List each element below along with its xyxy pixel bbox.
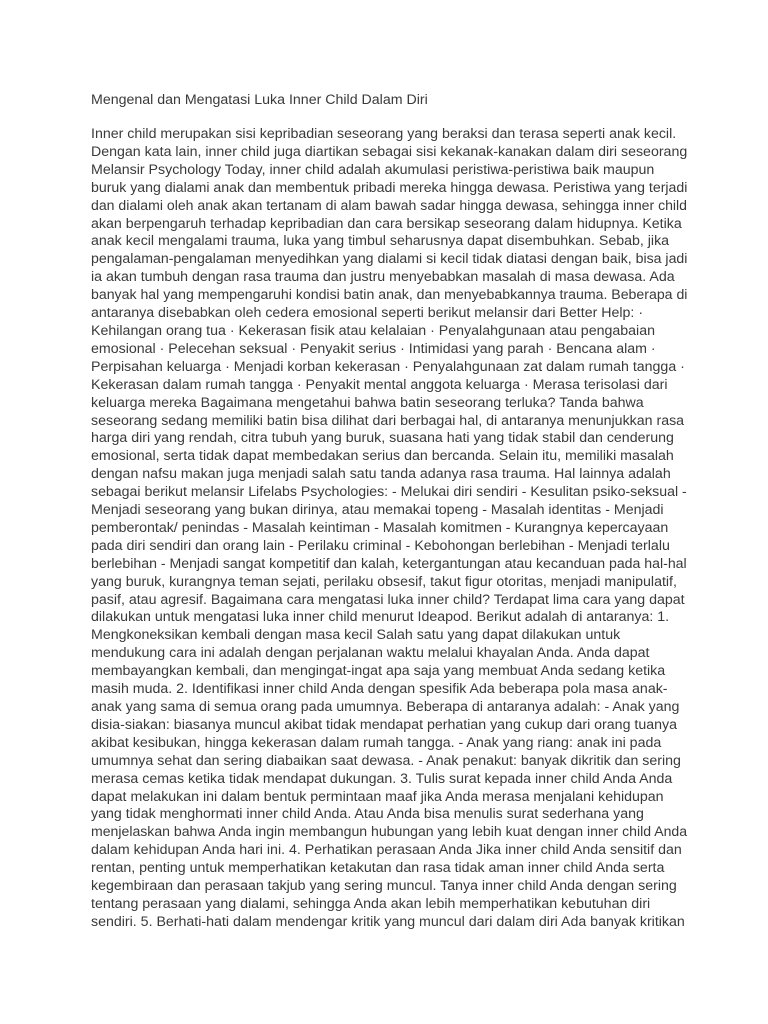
body-text-line: Mengkoneksikan kembali dengan masa kecil Salah satu yang dapat dilakukan untuk: [91, 627, 621, 644]
body-text-line: membayangkan kembali, dan mengingat-ingat apa saja yang membuat Anda sedang ketika: [91, 663, 666, 680]
body-text-line: pada diri sendiri dan orang lain - Perilaku criminal - Kebohongan berlebihan - Menjadi terlalu: [91, 537, 670, 554]
body-text-line: emosional · Pelecehan seksual · Penyakit serius · Intimidasi yang parah · Bencana alam ·: [91, 340, 656, 357]
body-text-line: sebagai berikut melansir Lifelabs Psychologies: - Melukai diri sendiri - Kesulitan psiko-seksual -: [91, 484, 687, 501]
body-text-line: pemberontak/ penindas - Masalah keintiman - Masalah komitmen - Kurangnya kepercayaan: [91, 519, 669, 536]
body-text-line: dengan nafsu makan juga menjadi salah satu tanda adanya rasa trauma. Hal lainnya adalah: [91, 466, 671, 483]
body-text-line: banyak hal yang mempengaruhi kondisi batin anak, dan menyebabkannya trauma. Beberapa di: [91, 287, 688, 304]
body-text-line: berlebihan - Menjadi sangat kompetitif dan kalah, ketergantungan atau kecanduan pada hal-hal: [91, 555, 687, 572]
body-text-line: pasif, atau agresif. Bagaimana cara mengatasi luka inner child? Terdapat lima cara yang dapat: [91, 591, 685, 608]
body-text-line: anak kecil mengalami trauma, luka yang timbul seharusnya dapat disembuhkan. Sebab, jika: [91, 233, 670, 250]
body-text-line: disia-siakan: biasanya muncul akibat tidak mendapat perhatian yang cukup dari orang tuanya: [91, 716, 677, 733]
body-text-line: buruk yang dialami anak dan membentuk pribadi mereka hingga dewasa. Peristiwa yang terjadi: [91, 179, 688, 196]
body-text-line: yang tidak menghormati inner child Anda. Atau Anda bisa menulis surat sederhana yang: [91, 806, 644, 823]
body-text-line: Menjadi seseorang yang bukan dirinya, atau memakai topeng - Masalah identitas - Menjadi: [91, 502, 664, 519]
body-text-line: Perpisahan keluarga · Menjadi korban kekerasan · Penyalahgunaan zat dalam rumah tangga ·: [91, 358, 685, 375]
body-text-line: pengalaman-pengalaman menyedihkan yang dialami si kecil tidak diatasi dengan baik, bisa jadi: [91, 251, 688, 268]
body-text-line: akibat kesibukan, hingga kekerasan dalam rumah tangga. - Anak yang riang: anak ini pada: [91, 734, 662, 751]
body-text-line: ia akan tumbuh dengan rasa trauma dan justru menyebabkan masalah di masa dewasa. Ada: [91, 269, 675, 286]
body-text-line: yang buruk, kurangnya teman sejati, perilaku obsesif, takut figur otoritas, menjadi manipulatif,: [91, 573, 677, 590]
body-text-line: dapat melakukan ini dalam bentuk permintaan maaf jika Anda merasa menjalani kehidupan: [91, 788, 664, 805]
document-body: [91, 126, 687, 932]
body-text-line: rentan, penting untuk memperhatikan ketakutan dan rasa tidak aman inner child Anda serta: [91, 860, 665, 877]
body-text-line: menjelaskan bahwa Anda ingin membangun hubungan yang lebih kuat dengan inner child Anda: [91, 824, 688, 841]
body-text-line: akan berpengaruh terhadap kepribadian dan cara bersikap seseorang dalam hidupnya. Ketika: [91, 215, 682, 232]
body-text-line: merasa cemas ketika tidak mendapat dukungan. 3. Tulis surat kepada inner child Anda Anda: [91, 770, 673, 787]
body-text-line: Melansir Psychology Today, inner child adalah akumulasi peristiwa-peristiwa baik maupun: [91, 161, 655, 178]
document-title: Mengenal dan Mengatasi Luka Inner Child Dalam Diri: [91, 92, 428, 108]
body-text-line: seseorang sedang memiliki batin bisa dilihat dari berbagai hal, di antaranya menunjukkan rasa: [91, 412, 685, 429]
body-text-line: harga diri yang rendah, citra tubuh yang buruk, suasana hati yang tidak stabil dan cenderung: [91, 430, 674, 447]
body-text-line: Kehilangan orang tua · Kekerasan fisik atau kelalaian · Penyalahgunaan atau pengabaian: [91, 322, 655, 339]
body-text-line: emosional, serta tidak dapat membedakan serius dan bercanda. Selain itu, memiliki masalah: [91, 448, 674, 465]
body-text-line: anak yang sama di semua orang pada umumnya. Beberapa di antaranya adalah: - Anak yang: [91, 699, 680, 715]
body-text-line: dalam kehidupan Anda hari ini. 4. Perhatikan perasaan Anda Jika inner child Anda sensitif dan: [91, 842, 682, 859]
body-text-line: sendiri. 5. Berhati-hati dalam mendengar kritik yang muncul dari dalam diri Ada banyak kritikan: [91, 913, 685, 930]
body-text-line: masih muda. 2. Identifikasi inner child Anda dengan spesifik Ada beberapa pola masa anak-: [91, 681, 668, 698]
body-text-line: Dengan kata lain, inner child juga diartikan sebagai sisi kekanak-kanakan dalam diri seseorang: [91, 143, 688, 160]
body-text-line: Kekerasan dalam rumah tangga · Penyakit mental anggota keluarga · Merasa terisolasi dari: [91, 376, 668, 393]
body-text-line: antaranya disebabkan oleh cedera emosional seperti berikut melansir dari Better Help: ·: [91, 305, 644, 322]
body-text-line: dilakukan untuk mengatasi luka inner child menurut Ideapod. Berikut adalah di antaranya: 1.: [91, 609, 670, 626]
body-text-line: kegembiraan dan perasaan takjub yang sering muncul. Tanya inner child Anda dengan sering: [91, 878, 677, 895]
body-text-line: Inner child merupakan sisi kepribadian seseorang yang beraksi dan terasa seperti anak kecil.: [91, 126, 677, 142]
body-text-line: keluarga mereka Bagaimana mengetahui bahwa batin seseorang terluka? Tanda bahwa: [91, 394, 644, 411]
body-text-line: umumnya sehat dan sering diabaikan saat dewasa. - Anak penakut: banyak dikritik dan sering: [91, 752, 681, 769]
body-text-line: mendukung cara ini adalah dengan perjalanan waktu melalui khayalan Anda. Anda dapat: [91, 645, 650, 662]
body-text-line: tentang perasaan yang dialami, sehingga Anda akan lebih memperhatikan kebutuhan diri: [91, 895, 651, 912]
body-text-line: dan dialami oleh anak akan tertanam di alam bawah sadar hingga dewasa, sehingga inner child: [91, 197, 688, 214]
